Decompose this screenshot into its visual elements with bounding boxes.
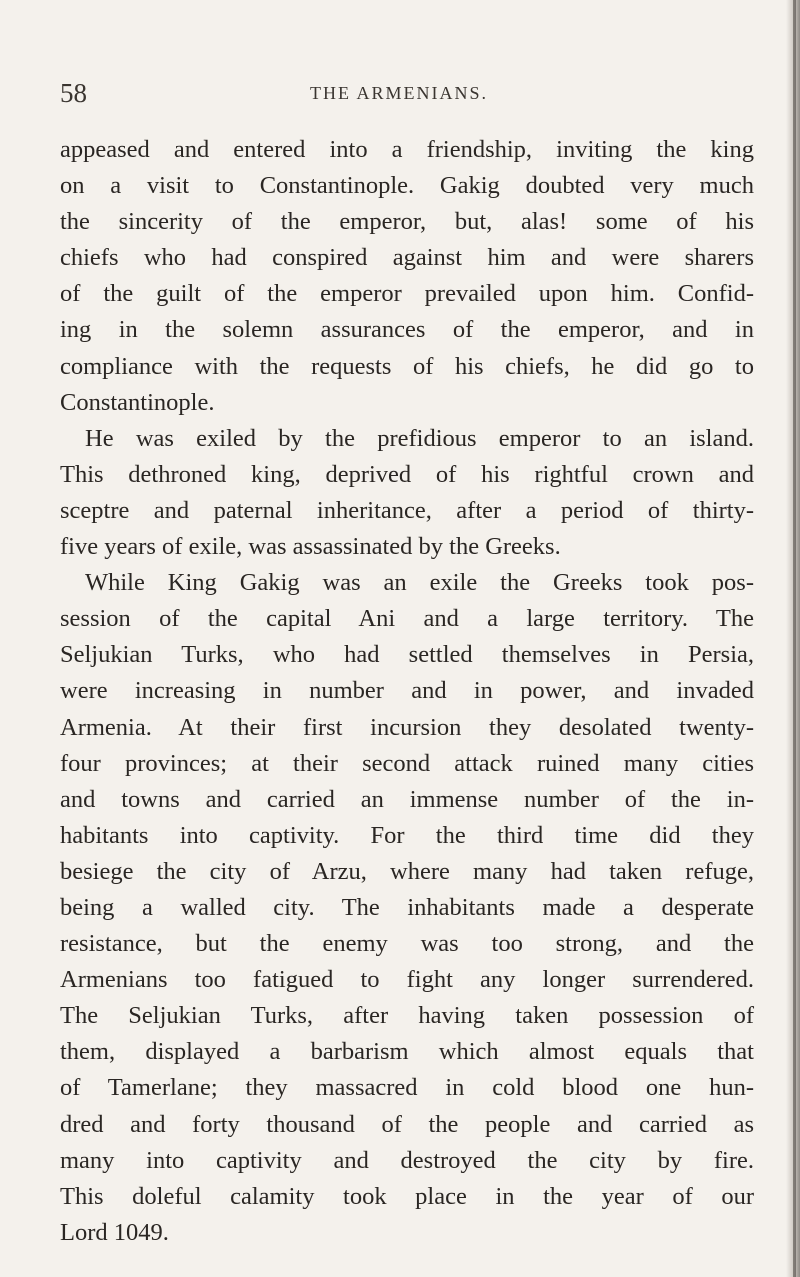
page-number: 58 [60,78,87,108]
text-line: being a walled city. The inhabitants made a desperate [60,893,754,921]
text-line: This dethroned king, deprived of his rightful crown and [60,460,754,488]
text-line: on a visit to Constantinople. Gakig doubted very much [60,172,754,200]
text-line: Lord 1049. [60,1218,169,1246]
paragraph-3 [60,565,754,1251]
text-line: sceptre and paternal inheritance, after a period of thirty- [60,496,754,524]
text-line: besiege the city of Arzu, where many had taken refuge, [60,857,754,885]
text-line: appeased and entered into a friendship, inviting the king [60,136,754,163]
text-line: Armenians too fatigued to fight any longer surrendered. [60,966,754,994]
text-line: habitants into captivity. For the third time did they [60,821,754,849]
text-line: Armenia. At their first incursion they desolated twenty- [60,713,754,741]
text-line: resistance, but the enemy was too strong, and the [60,930,754,958]
text-line: them, displayed a barbarism which almost equals that [60,1038,754,1066]
text-line: of Tamerlane; they massacred in cold blood one hun- [60,1074,754,1102]
text-line: five years of exile, was assassinated by the Greeks. [60,533,561,561]
text-line: chiefs who had conspired against him and were sharers [60,244,754,272]
text-line: four provinces; at their second attack ruined many cities [60,749,754,777]
running-head: THE ARMENIANS. [310,83,489,103]
text-line: session of the capital Ani and a large territory. The [60,605,754,633]
text-line: Seljukian Turks, who had settled themselves in Persia, [60,641,754,669]
page-header [60,78,750,118]
text-line: The Seljukian Turks, after having taken possession of [60,1002,754,1030]
text-line: compliance with the requests of his chiefs, he did go to [60,352,754,380]
text-line: This doleful calamity took place in the year of our [60,1182,754,1210]
text-line: were increasing in number and in power, and invaded [60,677,754,705]
text-line: dred and forty thousand of the people and carried as [60,1110,754,1138]
text-line: the sincerity of the emperor, but, alas! some of his [60,208,754,236]
text-line: While King Gakig was an exile the Greeks took pos- [85,569,754,597]
text-line: of the guilt of the emperor prevailed upon him. Confid- [60,280,754,308]
text-line: and towns and carried an immense number of the in- [60,785,754,813]
page-binding-edge [793,0,796,1277]
text-line: He was exiled by the prefidious emperor to an island. [85,424,754,452]
body-text [60,132,754,1251]
text-line: many into captivity and destroyed the city by fire. [60,1146,754,1174]
paragraph-2 [60,421,754,565]
paragraph-1 [60,132,754,421]
text-line: ing in the solemn assurances of the emperor, and in [60,316,754,344]
text-line: Constantinople. [60,388,215,416]
